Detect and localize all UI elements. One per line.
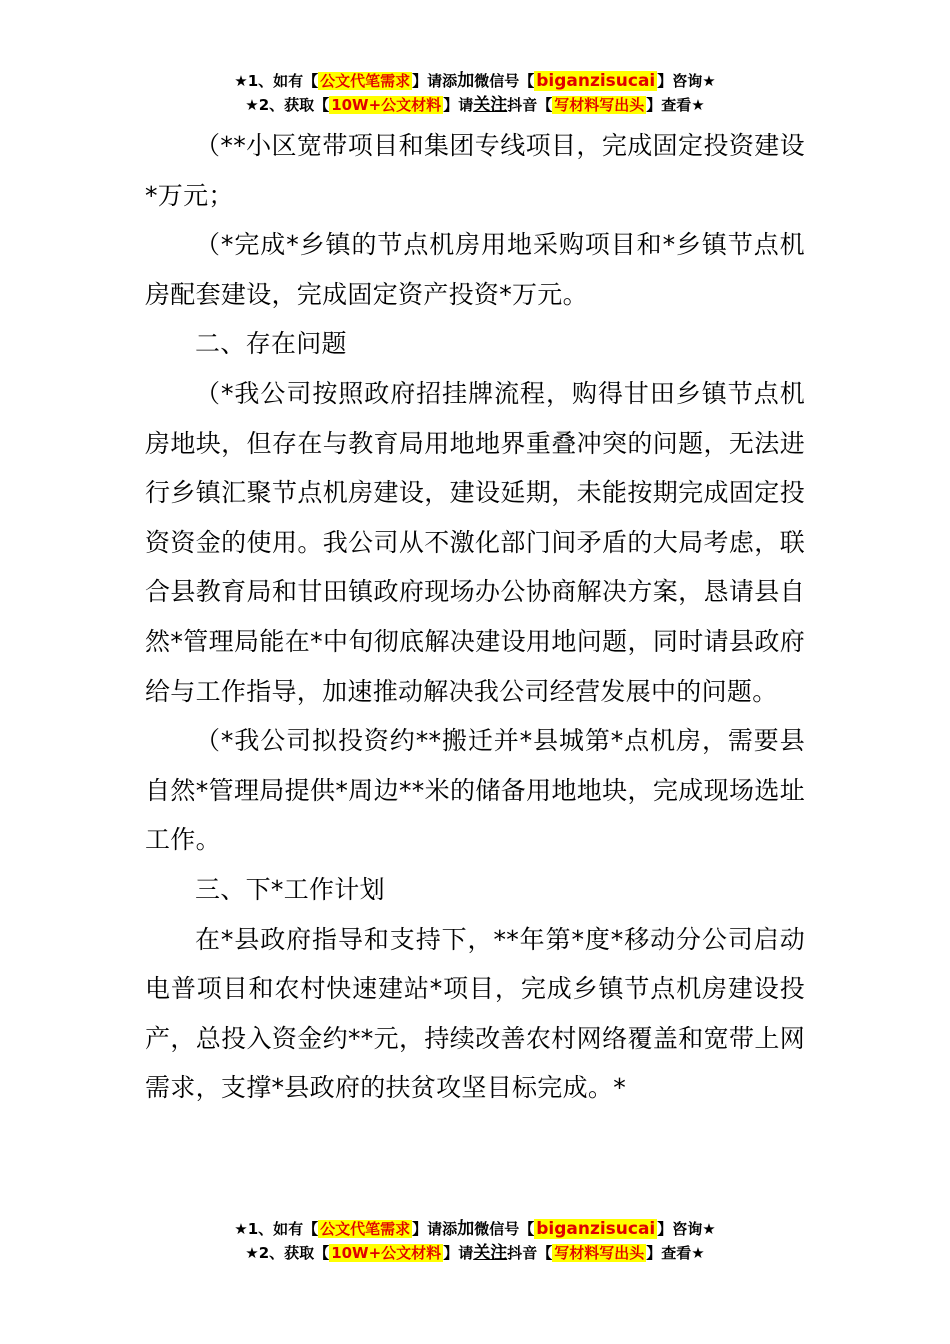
banner-highlight: 写材料写出头 xyxy=(554,1244,645,1262)
banner-emphasis: 关注 xyxy=(473,1243,508,1263)
section-heading: 二、存在问题 xyxy=(195,329,347,359)
banner-emphasis: 关注 xyxy=(473,95,508,115)
banner-highlight: 10W+公文材料 xyxy=(331,1244,442,1262)
banner-highlight: biganzisucai xyxy=(536,1219,656,1239)
banner-text: 】请添 xyxy=(412,1220,458,1238)
paragraph: （**小区宽带项目和集团专线项目，完成固定投资建设*万元； xyxy=(145,131,805,210)
banner-text: 抖音【 xyxy=(507,96,553,114)
banner-emphasis: 加 xyxy=(457,1219,475,1239)
banner-text: 微信号【 xyxy=(474,1220,535,1238)
paragraph: 在*县政府指导和支持下，**年第*度*移动分公司启动电普项目和农村快速建站*项目，完成乡镇节点机房建设投产，总投入资金约**元，持续改善农村网络覆盖和宽带上网需求，支撑*县政府的扶贫攻坚目标完成。* xyxy=(145,924,805,1103)
banner-highlight: biganzisucai xyxy=(536,71,656,91)
banner-text: ★2、获取【 xyxy=(245,96,330,114)
banner-line-2 xyxy=(0,1241,950,1265)
banner-line-2 xyxy=(0,93,950,117)
section-heading: 三、下*工作计划 xyxy=(195,874,385,904)
banner-text: 】咨询★ xyxy=(657,72,716,90)
banner-text: 抖音【 xyxy=(507,1244,553,1262)
paragraph: （*我公司按照政府招挂牌流程，购得甘田乡镇节点机房地块，但存在与教育局用地地界重叠冲突的问题，无法进行乡镇汇聚节点机房建设，建设延期，未能按期完成固定投资资金的使用。我公司从不激化部门间矛盾的大局考虑，联合县教育局和甘田镇政府现场办公协商解决方案，恳请县自然*管理局能在*中旬彻底解决建设用地问题，同时请县政府给与工作指导，加速推动解决我公司经营发展中的问题。 xyxy=(145,378,805,706)
banner-text: ★1、如有【 xyxy=(234,72,319,90)
banner-emphasis: 加 xyxy=(457,71,475,91)
footer-banner xyxy=(0,1217,950,1265)
header-banner xyxy=(0,69,950,117)
banner-text: ★2、获取【 xyxy=(245,1244,330,1262)
banner-line-1 xyxy=(0,69,950,93)
banner-highlight: 公文代笔需求 xyxy=(320,72,411,90)
banner-text: 】查看★ xyxy=(646,1244,705,1262)
banner-highlight: 公文代笔需求 xyxy=(320,1220,411,1238)
banner-highlight: 写材料写出头 xyxy=(554,96,645,114)
banner-text: 微信号【 xyxy=(474,72,535,90)
banner-highlight: 10W+公文材料 xyxy=(331,96,442,114)
banner-text: ★1、如有【 xyxy=(234,1220,319,1238)
banner-text: 】请添 xyxy=(412,72,458,90)
banner-text: 】咨询★ xyxy=(657,1220,716,1238)
paragraph: （*我公司拟投资约**搬迁并*县城第*点机房，需要县自然*管理局提供*周边**米的储备用地地块，完成现场选址工作。 xyxy=(145,726,805,855)
banner-line-1 xyxy=(0,1217,950,1241)
banner-text: 】请 xyxy=(443,1244,474,1262)
banner-text: 】请 xyxy=(443,96,474,114)
document-body xyxy=(145,121,805,1113)
paragraph: （*完成*乡镇的节点机房用地采购项目和*乡镇节点机房配套建设，完成固定资产投资*万元。 xyxy=(145,230,805,309)
banner-text: 】查看★ xyxy=(646,96,705,114)
